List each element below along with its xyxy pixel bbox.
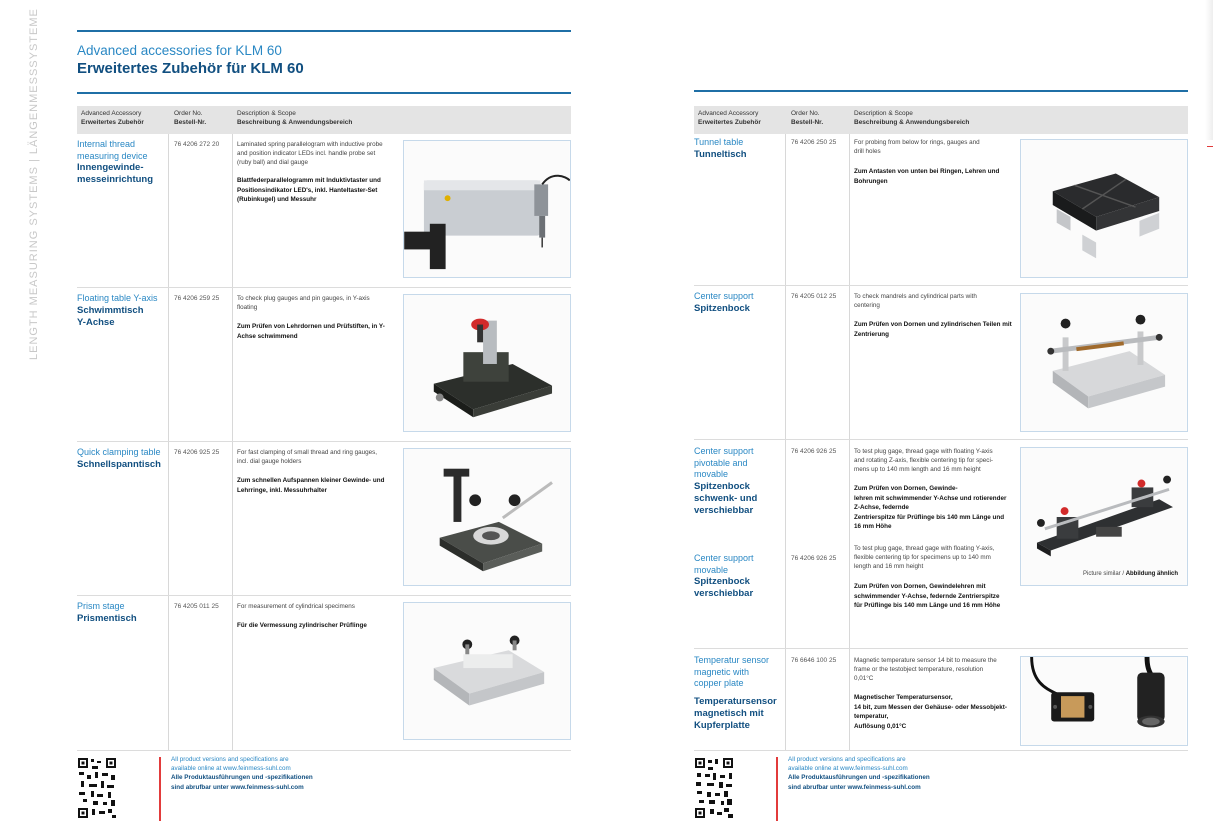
col-header-accessory: Advanced Accessory Erweitertes Zubehör	[81, 110, 144, 126]
product-image-floating-table	[403, 294, 571, 432]
table-row-name: Temperatur sensor magnetic with copper plate Temperatursensor magnetisch mit Kupferplatte	[694, 655, 777, 731]
row-divider	[694, 439, 1188, 440]
description-de: Zum Prüfen von Lehrdornen und Prüfstiften, in Y- Achse schwimmend	[237, 323, 385, 340]
column-divider	[168, 134, 169, 750]
footer-text-en: All product versions and specifications are available online at www.feinmess-suhl.com	[171, 756, 291, 772]
row-divider	[694, 285, 1188, 286]
column-divider	[232, 134, 233, 750]
product-image-temperature-sensor	[1020, 656, 1188, 746]
page-title-en: Advanced accessories for KLM 60	[77, 43, 282, 58]
footer-rule	[77, 750, 571, 751]
description-en: For fast clamping of small thread and ring gauges, incl. dial gauge holders	[237, 449, 378, 465]
row-divider	[694, 648, 1188, 649]
order-number: 76 6646 100 25	[791, 657, 837, 664]
table-row-name: Quick clamping table Schnellspanntisch	[77, 447, 161, 470]
order-number: 76 4206 925 25	[174, 449, 220, 456]
order-number: 76 4206 926 25	[791, 555, 837, 562]
description-en: For measurement of cylindrical specimens	[237, 603, 355, 610]
description-en: Magnetic temperature sensor 14 bit to measure the frame or the testobject temperature, resolution 0,01°C	[854, 657, 997, 682]
description-de: Blattfederparallelogramm mit Induktivtaster und Positionsindikator LED's, inkl. Hanteltaster-Set (Rubinkugel) und Messuhr	[237, 177, 381, 203]
table-row-name: Center support pivotable and movable Spitzenbock schwenk- und verschiebbar	[694, 446, 758, 516]
page-title-de: Erweitertes Zubehör für KLM 60	[77, 60, 304, 77]
table-header	[77, 106, 571, 134]
description-de: Zum Prüfen von Dornen und zylindrischen Teilen mit Zentrierung	[854, 321, 1012, 338]
header-rule-bottom	[694, 90, 1188, 92]
product-image-quick-clamping-table	[403, 448, 571, 586]
description-de: Magnetischer Temperatursensor, 14 bit, zum Messen der Gehäuse- oder Messobjekt- temperatur, Auflösung 0,01°C	[854, 694, 1007, 730]
description-en: To test plug gage, thread gage with floating Y-axis and rotating Z-axis, flexible centering tip for speci- mens up to 140 mm length and 16 mm height	[854, 448, 993, 473]
footer-accent-bar	[159, 757, 161, 821]
spine-label	[28, 8, 48, 370]
col-header-description: Description & Scope Beschreibung & Anwendungsbereich	[237, 110, 353, 126]
description-de: Zum Prüfen von Dornen, Gewindelehren mit schwimmender Y-Achse, federnde Zentrierspitze für Prüflinge bis 140 mm Länge und 16 mm Höhe	[854, 583, 1001, 609]
row-divider	[77, 441, 571, 442]
order-number: 76 4206 250 25	[791, 139, 837, 146]
description-de: Zum Prüfen von Dornen, Gewinde- lehren mit schwimmender Y-Achse und rotierender Z-Achse, federnde Zentrierspitze für Prüflinge bis 140 mm Länge und 16 mm Höhe	[854, 485, 1007, 530]
qr-code-icon[interactable]	[694, 757, 734, 819]
page-edge-shadow	[1205, 0, 1213, 140]
col-header-description: Description & Scope Beschreibung & Anwendungsbereich	[854, 110, 970, 126]
footer-text-de: Alle Produktausführungen und -spezifikationen sind abrufbar unter www.feinmess-suhl.com	[788, 774, 930, 791]
order-number: 76 4205 012 25	[791, 293, 837, 300]
col-header-accessory: Advanced Accessory Erweitertes Zubehör	[698, 110, 761, 126]
product-image-internal-thread-device	[403, 140, 571, 278]
product-image-center-support	[1020, 293, 1188, 432]
header-rule-bottom	[77, 92, 571, 94]
table-row-name: Center support movable Spitzenbock verschiebbar	[694, 553, 754, 599]
product-image-tunnel-table	[1020, 139, 1188, 278]
table-row-name: Floating table Y-axis Schwimmtisch Y-Achse	[77, 293, 158, 328]
column-divider	[849, 134, 850, 750]
footer-accent-bar	[776, 757, 778, 821]
product-image-center-support-pivotable	[1020, 447, 1188, 586]
description-en: For probing from below for rings, gauges and drill holes	[854, 139, 980, 155]
page-edge-mark	[1207, 146, 1213, 147]
header-rule-top	[77, 30, 571, 32]
table-header	[694, 106, 1188, 134]
footer-text-en: All product versions and specifications are available online at www.feinmess-suhl.com	[788, 756, 908, 772]
order-number: 76 4206 259 25	[174, 295, 220, 302]
table-row-name: Prism stage Prismentisch	[77, 601, 137, 624]
footer-rule	[694, 750, 1188, 751]
description-en: Laminated spring parallelogram with inductive probe and position indicator LEDs incl. handle probe set (ruby ball) and dial gauge	[237, 141, 383, 166]
spine-text: LENGTH MEASURING SYSTEMS | LÄNGENMESSSYSTEME	[28, 8, 40, 360]
order-number: 76 4205 011 25	[174, 603, 219, 610]
table-row-name: Internal thread measuring device Innengewinde- messeinrichtung	[77, 139, 154, 185]
description-en: To check mandrels and cylindrical parts with centering	[854, 293, 977, 309]
row-divider	[77, 595, 571, 596]
footer-text-de: Alle Produktausführungen und -spezifikationen sind abrufbar unter www.feinmess-suhl.com	[171, 774, 313, 791]
description-en: To test plug gage, thread gage with floating Y-axis, flexible centering tip for specimens up to 140 mm length and 16 mm height	[854, 545, 995, 570]
picture-caption: Picture similar / Abbildung ähnlich	[1083, 571, 1179, 577]
row-divider	[77, 287, 571, 288]
order-number: 76 4206 926 25	[791, 448, 837, 455]
table-row-name: Center support Spitzenbock	[694, 291, 754, 314]
product-image-prism-stage	[403, 602, 571, 740]
description-de: Für die Vermessung zylindrischer Prüflinge	[237, 622, 367, 629]
order-number: 76 4206 272 20	[174, 141, 220, 148]
description-de: Zum schnellen Aufspannen kleiner Gewinde- und Lehrringe, inkl. Messuhrhalter	[237, 477, 385, 494]
col-header-order: Order No. Bestell-Nr.	[791, 110, 824, 126]
qr-code-icon[interactable]	[77, 757, 117, 819]
column-divider	[785, 134, 786, 750]
description-en: To check plug gauges and pin gauges, in Y-axis floating	[237, 295, 370, 311]
col-header-order: Order No. Bestell-Nr.	[174, 110, 207, 126]
description-de: Zum Antasten von unten bei Ringen, Lehren und Bohrungen	[854, 168, 1000, 185]
table-row-name: Tunnel table Tunneltisch	[694, 137, 747, 160]
